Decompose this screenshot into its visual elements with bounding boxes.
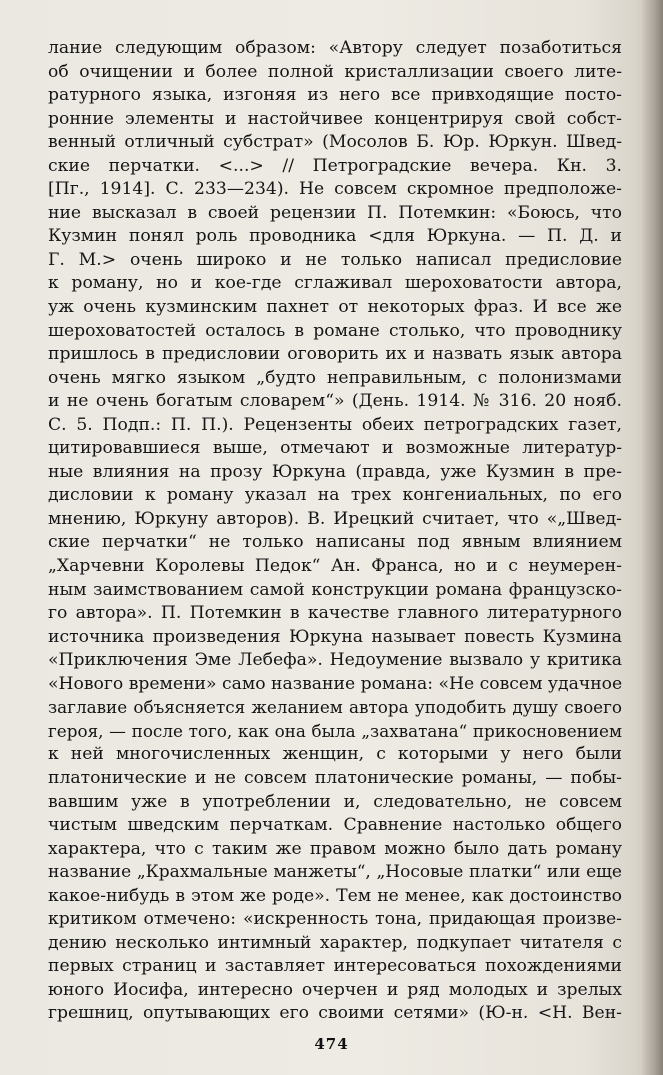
text-line: дению несколько интимный характер, подкупает читателя с <box>48 932 622 953</box>
text-line: уж очень кузминским пахнет от некоторых фраз. И все же <box>48 297 622 318</box>
text-line: мнению, Юркуну авторов). В. Ирецкий считает, что «„Швед- <box>48 508 622 529</box>
text-line: лание следующим образом: «Автору следует позаботиться <box>48 38 622 58</box>
text-line: к роману, но и кое-где сглаживал шероховатости автора, <box>48 273 622 294</box>
text-line: название „Крахмальные манжеты“, „Носовые платки“ или еще <box>48 862 622 883</box>
text-line: вавшим уже в употреблении и, следовательно, не совсем <box>48 791 622 812</box>
text-line: [Пг., 1914]. С. 233—234). Не совсем скромное предположе- <box>48 179 622 200</box>
text-line: «Нового времени» само название романа: «Не совсем удачное <box>48 673 622 694</box>
text-line: к ней многочисленных женщин, с которыми у него были <box>48 744 622 765</box>
text-line: грешниц, опутывающих его своими сетями» (Ю-н. <Н. Вен- <box>48 1003 622 1024</box>
text-line: ние высказал в своей рецензии П. Потемкин: «Боюсь, что <box>48 202 622 223</box>
text-line: критиком отмечено: «искренность тона, придающая произве- <box>48 909 622 930</box>
text-line: Кузмин понял роль проводника <для Юркуна. — П. Д. и <box>48 226 622 247</box>
text-line: и не очень богатым словарем“» (День. 1914. № 316. 20 нояб. <box>48 391 622 412</box>
text-line: ронние элементы и настойчивее концентрируя свой собст- <box>48 108 622 129</box>
text-line: очень мягко языком „будто неправильным, с полонизмами <box>48 367 622 388</box>
text-line: „Харчевни Королевы Педок“ Ан. Франса, но и с неумерен- <box>48 556 622 577</box>
text-line: шероховатостей осталось в романе столько, что проводнику <box>48 320 622 341</box>
text-line: го автора». П. Потемкин в качестве главного литературного <box>48 603 622 624</box>
text-line: об очищении и более полной кристаллизации своего лите- <box>48 61 622 82</box>
text-line: характера, что с таким же правом можно было дать роману <box>48 838 622 859</box>
text-line: «Приключения Эме Лебефа». Недоумение вызвало у критика <box>48 650 622 671</box>
text-line: С. 5. Подп.: П. П.). Рецензенты обеих петроградских газет, <box>48 414 622 435</box>
page-number: 474 <box>314 1035 349 1053</box>
text-line: заглавие объясняется желанием автора уподобить душу своего <box>48 697 622 718</box>
body-text <box>48 37 622 1026</box>
text-line: источника произведения Юркуна называет повесть Кузмина <box>48 626 622 647</box>
text-line: Г. М.> очень широко и не только написал предисловие <box>48 249 622 270</box>
text-line: первых страниц и заставляет интересоваться похождениями <box>48 956 622 977</box>
text-line: юного Иосифа, интересно очерчен и ряд молодых и зрелых <box>48 979 622 1000</box>
text-line: ные влияния на прозу Юркуна (правда, уже Кузмин в пре- <box>48 461 622 482</box>
text-line: пришлось в предисловии оговорить их и назвать язык автора <box>48 344 622 365</box>
text-line: дисловии к роману указал на трех конгениальных, по его <box>48 485 622 506</box>
text-line: платонические и не совсем платонические романы, — побы- <box>48 767 622 788</box>
text-line: ские перчатки. <...> // Петроградские вечера. Кн. 3. <box>48 155 622 176</box>
text-line: чистым шведским перчаткам. Сравнение настолько общего <box>48 815 622 836</box>
binding-shadow <box>641 0 663 1075</box>
text-line: венный отличный субстрат» (Мосолов Б. Юр. Юркун. Швед- <box>48 132 622 153</box>
text-line: героя, — после того, как она была „захватана“ прикосновением <box>48 720 622 741</box>
text-line: ские перчатки“ не только написаны под явным влиянием <box>48 532 622 553</box>
text-line: ным заимствованием самой конструкции романа французско- <box>48 579 622 600</box>
text-line: цитировавшиеся выше, отмечают и возможные литератур- <box>48 438 622 459</box>
text-line: какое-нибудь в этом же роде». Тем не менее, как достоинство <box>48 885 622 906</box>
text-line: ратурного языка, изгоняя из него все привходящие посто- <box>48 85 622 106</box>
